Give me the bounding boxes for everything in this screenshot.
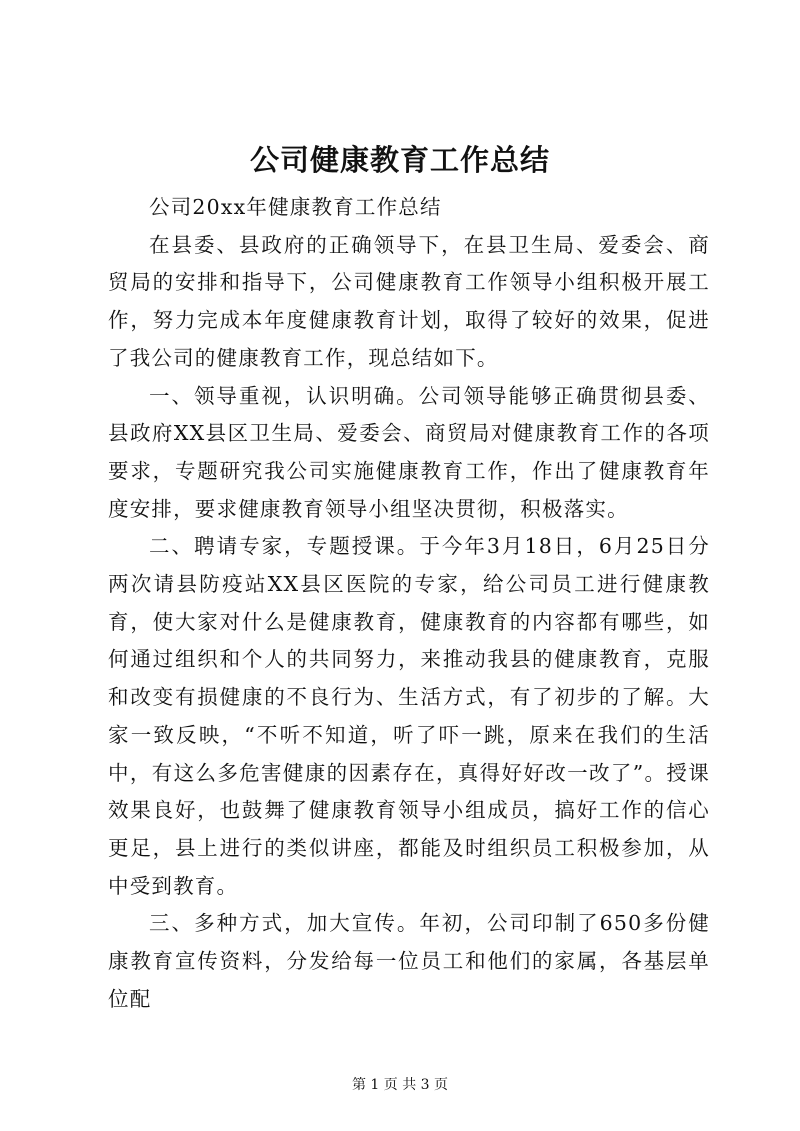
document-body (108, 189, 710, 1018)
section-two-paragraph: 二、聘请专家，专题授课。于今年3月18日，6月25日分两次请县防疫站XX县区医院的专家，给公司员工进行健康教育，使大家对什么是健康教育，健康教育的内容都有哪些，如何通过组织和个人的共同努力，来推动我县的健康教育，克服和改变有损健康的不良行为、生活方式，有了初步的了解。大家一致反映，“不听不知道，听了吓一跳，原来在我们的生活中，有这么多危害健康的因素存在，真得好好改一改了”。授课效果良好，也鼓舞了健康教育领导小组成员，搞好工作的信心更足，县上进行的类似讲座，都能及时组织员工积极参加，从中受到教育。 (108, 534, 710, 898)
subtitle-paragraph: 公司20xx年健康教育工作总结 (149, 195, 442, 219)
section-three-paragraph: 三、多种方式，加大宣传。年初，公司印制了650多份健康教育宣传资料，分发给每一位员工和他们的家属，各基层单位配 (108, 911, 710, 1011)
intro-paragraph: 在县委、县政府的正确领导下，在县卫生局、爱委会、商贸局的安排和指导下，公司健康教育工作领导小组积极开展工作，努力完成本年度健康教育计划，取得了较好的效果，促进了我公司的健康教育工作，现总结如下。 (108, 232, 710, 370)
document-title: 公司健康教育工作总结 (249, 143, 550, 177)
page-footer: 第 1 页 共 3 页 (351, 1077, 449, 1093)
section-one-paragraph: 一、领导重视，认识明确。公司领导能够正确贯彻县委、县政府XX县区卫生局、爱委会、商贸局对健康教育工作的各项要求，专题研究我公司实施健康教育工作，作出了健康教育年度安排，要求健康教育领导小组坚决贯彻，积极落实。 (108, 383, 710, 521)
